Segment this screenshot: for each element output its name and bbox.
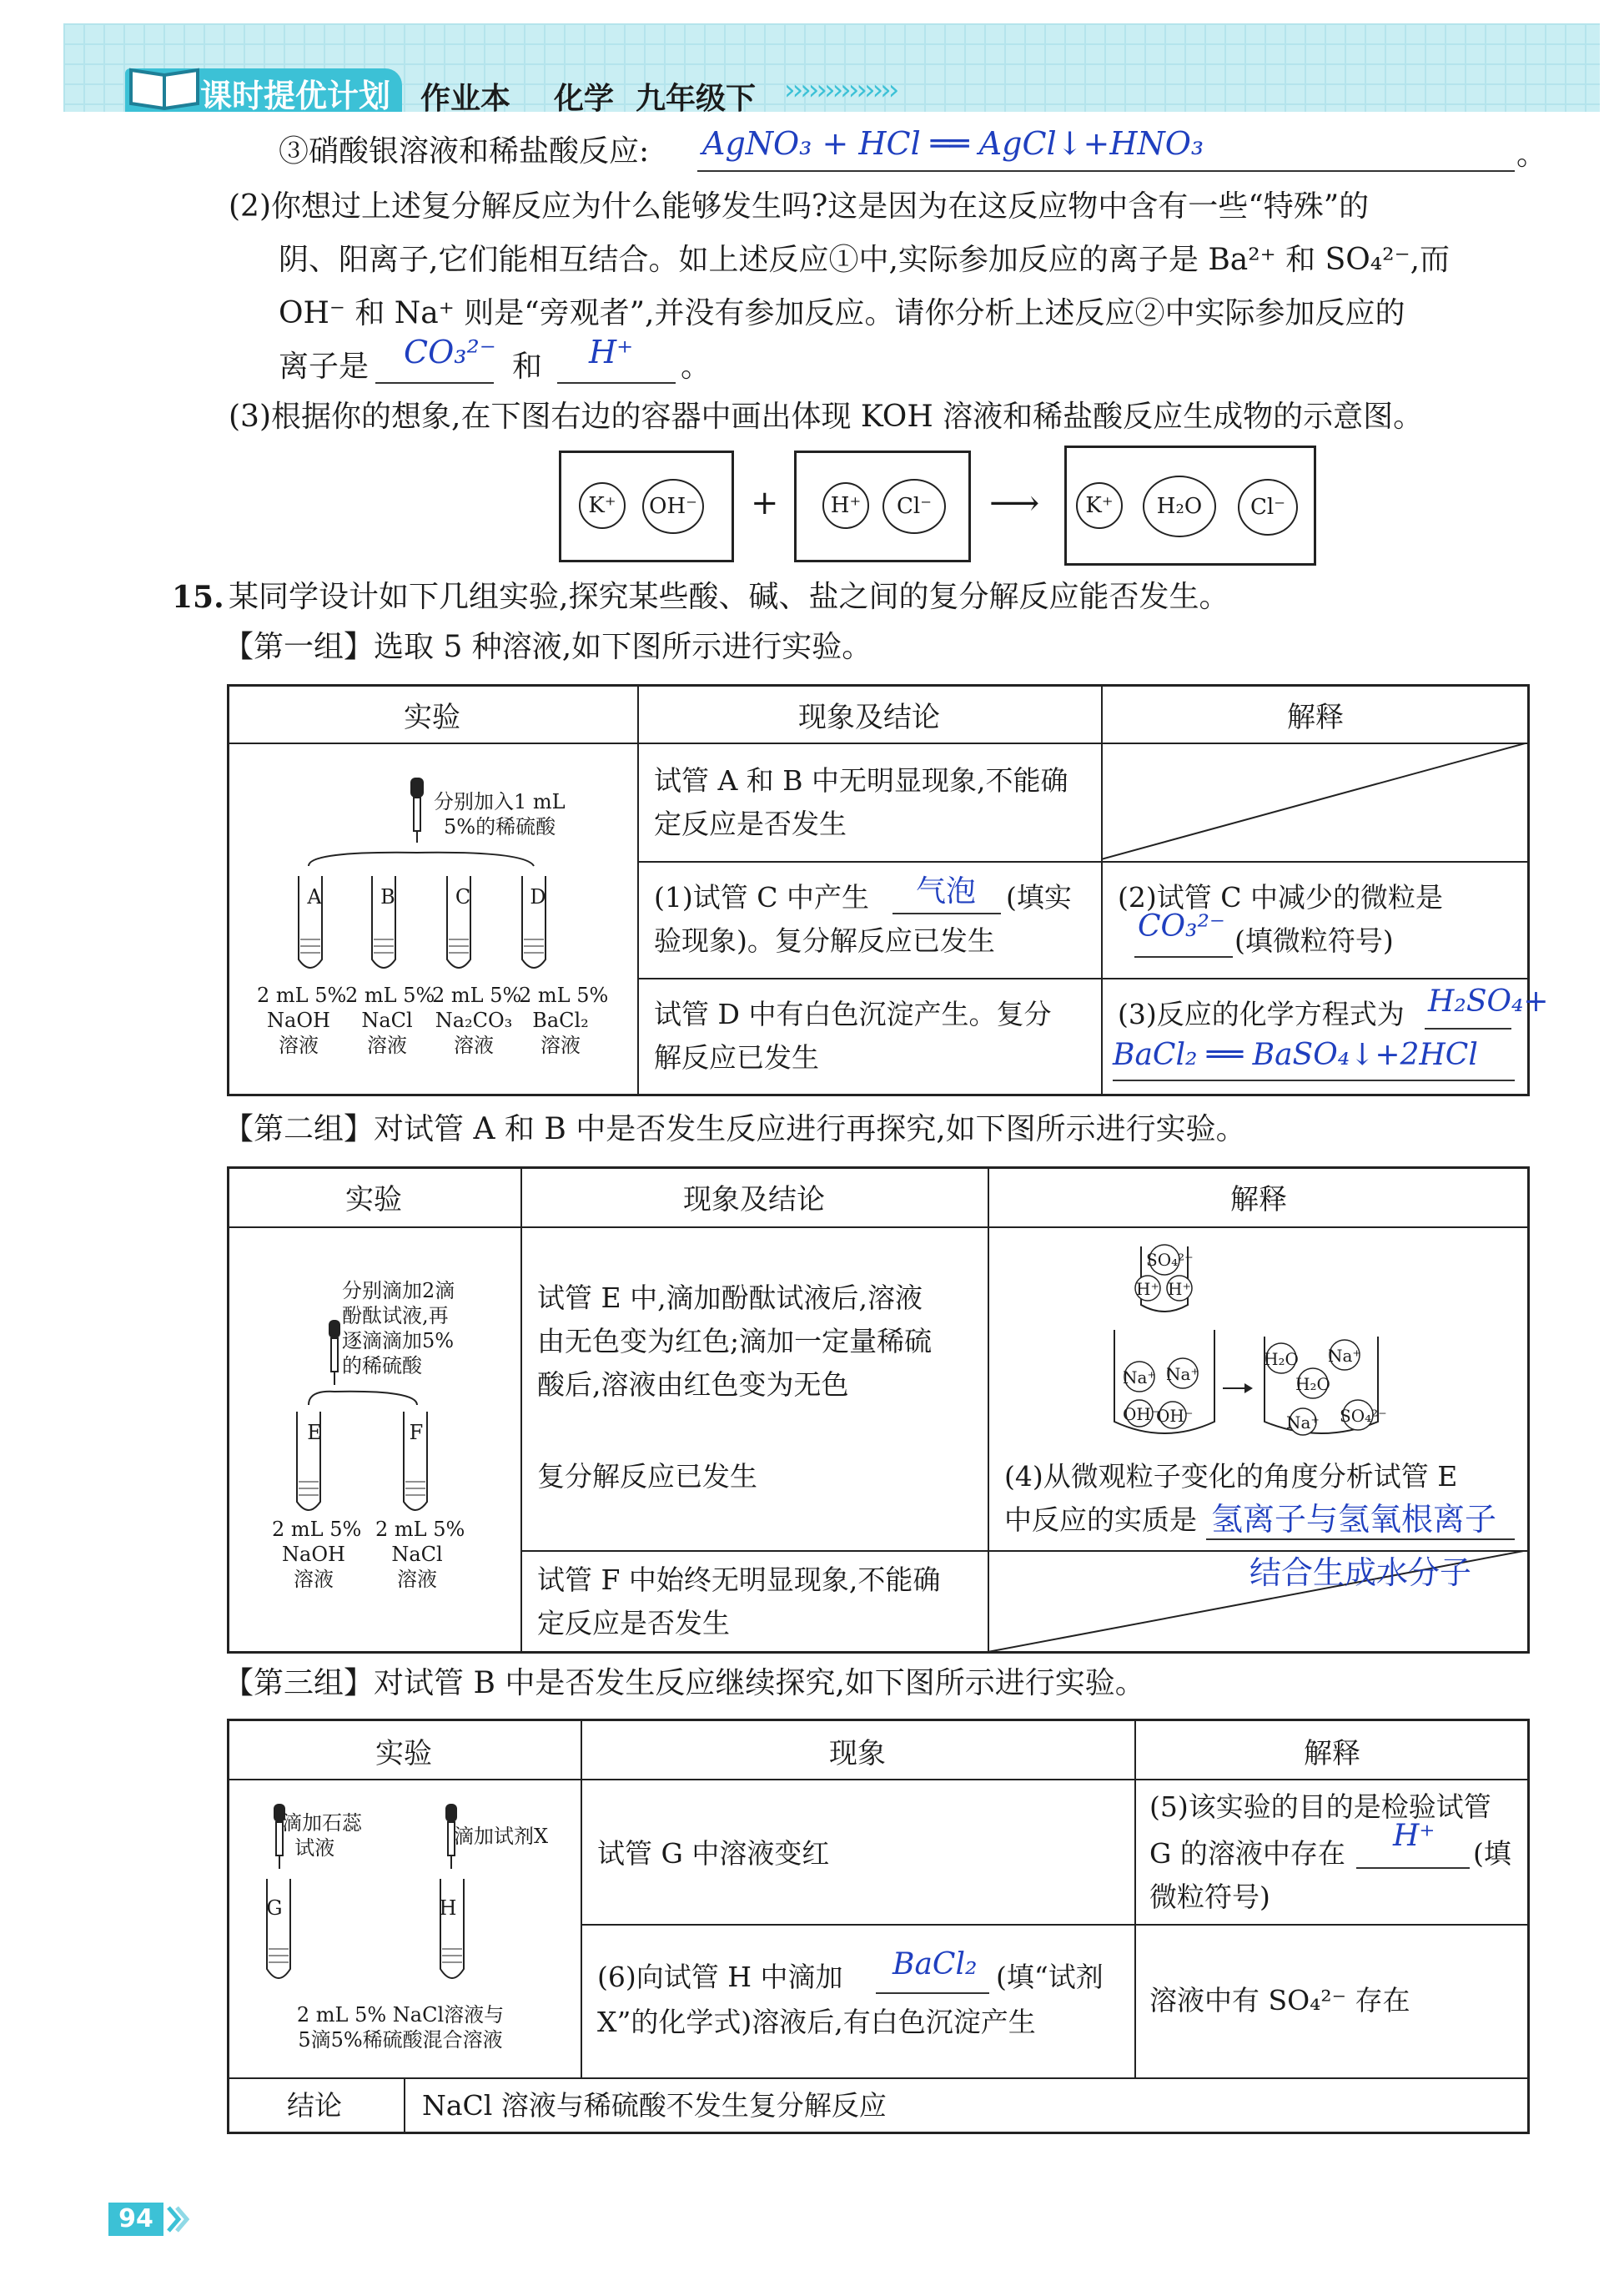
- q14-p3: (3)根据你的想象,在下图右边的容器中画出体现 KOH 溶液和稀盐酸反应生成物的示意图。: [229, 400, 1424, 434]
- answer-line: [1356, 1867, 1470, 1869]
- group3-conclusion-label: 结论: [287, 2089, 342, 2122]
- tube-label-h: H: [439, 1896, 457, 1920]
- q14-p2-line3: OH⁻ 和 Na⁺ 则是“旁观者”,并没有参加反应。请你分析上述反应②中实际参加反应的: [279, 296, 1405, 330]
- header-arrows: ››››››››››››››: [784, 73, 897, 107]
- group2-col-line: [520, 1166, 522, 1654]
- group1-header-phen: 现象及结论: [798, 701, 940, 734]
- answer-line: [1425, 1028, 1511, 1030]
- ion-label: SO₄²⁻: [1146, 1250, 1194, 1270]
- reaction-arrow: ⟶: [989, 482, 1040, 523]
- group1-dropper-label: 5%的稀硫酸: [444, 815, 556, 838]
- q14-p2-line4c: 。: [681, 350, 711, 384]
- tube-label-b: B: [380, 885, 395, 909]
- group1-row2-phen-b: (填实: [1006, 881, 1072, 914]
- q15-number: 15.: [172, 580, 224, 615]
- group2-header-exp2: 解释: [1230, 1183, 1287, 1216]
- group3-row1-exp-c: (填: [1473, 1837, 1511, 1870]
- ion-circle: Cl⁻: [882, 479, 946, 534]
- answer-line: [1113, 1080, 1515, 1081]
- tube-label-c: C: [455, 885, 471, 909]
- group2-row1-phen: 试管 E 中,滴加酚酞试液后,溶液 由无色变为红色;滴加一定量稀硫 酸后,溶液由红色变为无色: [537, 1281, 933, 1401]
- q14-line3-end: 。: [1516, 138, 1547, 172]
- group1-dropper-label: 分别加入1 mL: [434, 790, 566, 813]
- group3-row1-phen: 试管 G 中溶液变红: [597, 1837, 830, 1870]
- group1-title: 【第一组】选取 5 种溶液,如下图所示进行实验。: [224, 630, 872, 664]
- q14-p2-line4a: 离子是: [279, 350, 370, 384]
- ion-label: H⁺: [1168, 1279, 1191, 1299]
- group2-row2-phen: 试管 F 中始终无明显现象,不能确 定反应是否发生: [537, 1563, 941, 1639]
- group1-header-exp2: 解释: [1287, 701, 1344, 734]
- group1-row2-exp-b: (填微粒符号): [1234, 924, 1394, 957]
- group1-header-exp: 实验: [404, 701, 460, 734]
- ion-circle: H⁺: [822, 482, 869, 529]
- answer-line: [557, 382, 676, 384]
- q14-p2-line2: 阴、阳离子,它们能相互结合。如上述反应①中,实际参加反应的离子是 Ba²⁺ 和 SO₄²⁻,而: [279, 243, 1451, 277]
- group2-row1-answer2: 结合生成水分子: [1249, 1554, 1472, 1591]
- group3-header-exp2: 解释: [1304, 1737, 1360, 1770]
- ion-label: H⁺: [1136, 1279, 1159, 1299]
- group2-dropper-label: 逐滴滴加5%: [342, 1329, 455, 1352]
- q14-p2-line4b: 和: [512, 350, 543, 384]
- ion-circle: OH⁻: [642, 479, 704, 534]
- group3-header-phen: 现象: [829, 1737, 886, 1770]
- tube-solution: 2 mL 5% NaCl 溶液: [375, 1518, 465, 1591]
- group1-row3-answer1: H₂SO₄+: [1428, 984, 1549, 1019]
- answer-line: [1134, 956, 1233, 958]
- group1-row2-phen-c: 验现象)。复分解反应已发生: [654, 924, 995, 957]
- group3-dropper-h-label: 滴加试剂X: [454, 1825, 549, 1848]
- q14-line3-answer: AgNO₃ + HCl ══ AgCl↓+HNO₃: [702, 125, 1204, 162]
- answer-line: [876, 1992, 989, 1994]
- tube-solution: 2 mL 5% Na₂CO₃ 溶液: [432, 984, 522, 1057]
- ion-label: OH⁻: [1156, 1406, 1194, 1426]
- group1-row-line: [637, 978, 1530, 979]
- group3-row2-answer: BaCl₂: [892, 1947, 978, 1981]
- group2-title: 【第二组】对试管 A 和 B 中是否发生反应进行再探究,如下图所示进行实验。: [224, 1112, 1246, 1146]
- ion-label: SO₄²⁻: [1340, 1406, 1387, 1426]
- group2-row1-exp-a: (4)从微观粒子变化的角度分析试管 E: [1004, 1460, 1458, 1493]
- tube-label-e: E: [307, 1421, 322, 1444]
- tube-solution: 2 mL 5% BaCl₂ 溶液: [519, 984, 609, 1057]
- plus-sign: +: [751, 484, 779, 522]
- tube-solution: 2 mL 5% NaOH 溶液: [272, 1518, 362, 1591]
- tube-label-g: G: [266, 1896, 283, 1920]
- answer-line: [375, 382, 494, 384]
- group3-row2-phen-a: (6)向试管 H 中滴加: [597, 1961, 843, 1993]
- group2-row1-phen2: 复分解反应已发生: [537, 1460, 757, 1493]
- group1-row3-answer2: BaCl₂ ══ BaSO₄↓+2HCl: [1113, 1038, 1478, 1072]
- group1-col-line: [637, 684, 639, 1096]
- group1-row2-answer: 气泡: [916, 874, 977, 909]
- group3-col-line: [404, 2077, 405, 2134]
- group1-row3-exp-a: (3)反应的化学方程式为: [1118, 998, 1405, 1030]
- group3-row-line: [581, 1924, 1530, 1926]
- group2-header-exp: 实验: [345, 1183, 402, 1216]
- group3-row1-exp-d: 微粒符号): [1149, 1881, 1270, 1913]
- header-grade: 九年级下: [636, 82, 757, 116]
- tube-label-a: A: [307, 885, 322, 909]
- tube-label-f: F: [409, 1421, 424, 1444]
- group2-dropper-label: 的稀硫酸: [342, 1354, 422, 1377]
- group1-row-line: [637, 861, 1530, 863]
- group2-header-line: [227, 1226, 1530, 1228]
- group3-header-exp: 实验: [375, 1737, 432, 1770]
- ion-circle: K⁺: [579, 482, 626, 529]
- group3-tube-caption: 2 mL 5% NaCl溶液与 5滴5%稀硫酸混合溶液: [296, 2003, 505, 2052]
- group3-row1-exp-a: (5)该实验的目的是检验试管: [1149, 1790, 1491, 1823]
- page-number: 94: [108, 2203, 163, 2236]
- group3-dropper-g-label: 滴加石蕊 试液: [282, 1811, 362, 1860]
- group1-row2-exp-answer: CO₃²⁻: [1138, 909, 1225, 944]
- group2-dropper-label: 分别滴加2滴: [342, 1279, 455, 1302]
- group1-diagonal: [1101, 743, 1530, 861]
- group3-title: 【第三组】对试管 B 中是否发生反应继续探究,如下图所示进行实验。: [224, 1666, 1145, 1700]
- ion-label: H₂O: [1264, 1349, 1299, 1369]
- ion-circle: H₂O: [1143, 476, 1216, 537]
- ion-label: Na⁺: [1286, 1412, 1320, 1432]
- q15-intro: 某同学设计如下几组实验,探究某些酸、碱、盐之间的复分解反应能否发生。: [229, 580, 1229, 614]
- ion-circle: Cl⁻: [1238, 479, 1298, 536]
- group3-row1-answer: H⁺: [1393, 1819, 1435, 1853]
- group1-row2-phen-a: (1)试管 C 中产生: [654, 881, 869, 914]
- header-subject: 化学: [554, 82, 615, 116]
- q14-p2-answer2: H⁺: [589, 334, 634, 370]
- answer-line: [892, 913, 1001, 914]
- ion-label: OH⁻: [1123, 1404, 1160, 1424]
- group3-row2-phen-c: X”的化学式)溶液后,有白色沉淀产生: [597, 2006, 1036, 2038]
- book-icon: [127, 62, 202, 112]
- group3-conclusion: NaCl 溶液与稀硫酸不发生复分解反应: [422, 2089, 887, 2122]
- ion-label: Na⁺: [1123, 1367, 1156, 1387]
- group1-row3-phen: 试管 D 中有白色沉淀产生。复分 解反应已发生: [654, 998, 1052, 1074]
- group2-header-phen: 现象及结论: [683, 1183, 825, 1216]
- page-chevron-icon: [165, 2203, 190, 2236]
- group3-col-line: [581, 1719, 582, 2077]
- tube-label-d: D: [530, 885, 546, 909]
- ion-label: Na⁺: [1166, 1364, 1199, 1384]
- group3-row2-phen-b: (填“试剂: [996, 1961, 1104, 1993]
- group1-row2-exp-a: (2)试管 C 中减少的微粒是: [1118, 881, 1443, 914]
- ion-label: H₂O: [1295, 1374, 1330, 1394]
- tube-solution: 2 mL 5% NaOH 溶液: [257, 984, 347, 1057]
- group2-row1-exp-b: 中反应的实质是: [1004, 1503, 1197, 1536]
- q14-p2-line1: (2)你想过上述复分解反应为什么能够发生吗?这是因为在这反应物中含有一些“特殊”的: [229, 189, 1370, 224]
- group1-row1-phen: 试管 A 和 B 中无明显现象,不能确 定反应是否发生: [654, 764, 1068, 840]
- answer-line: [1206, 1538, 1515, 1540]
- group3-row1-exp-b: G 的溶液中存在: [1149, 1837, 1345, 1870]
- header-book: 作业本: [420, 82, 511, 116]
- group3-row2-exp: 溶液中有 SO₄²⁻ 存在: [1149, 1984, 1410, 2017]
- group2-row1-answer1: 氢离子与氢氧根离子: [1211, 1501, 1497, 1538]
- tube-solution: 2 mL 5% NaCl 溶液: [345, 984, 435, 1057]
- group3-row-line: [227, 2077, 1530, 2079]
- ion-label: Na⁺: [1328, 1346, 1361, 1366]
- q14-p2-answer1: CO₃²⁻: [404, 334, 496, 370]
- ion-circle: K⁺: [1076, 482, 1123, 529]
- answer-line: [697, 170, 1515, 172]
- group2-dropper-label: 酚酞试液,再: [342, 1304, 449, 1327]
- q14-line3-prefix: ③硝酸银溶液和稀盐酸反应:: [279, 134, 650, 169]
- group3-col-line: [1134, 1719, 1136, 2077]
- group3-header-line: [227, 1779, 1530, 1780]
- header-series: 课时提优计划: [200, 78, 391, 114]
